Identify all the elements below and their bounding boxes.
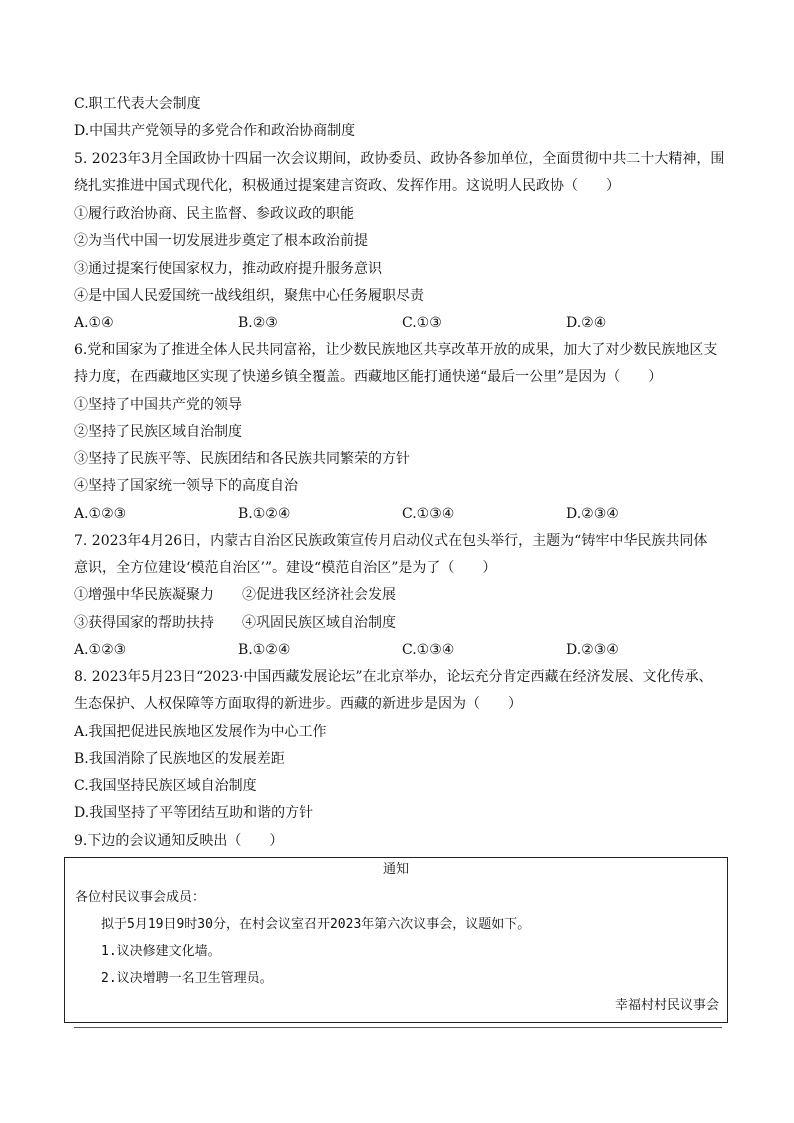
q7-statements-1-2: ①增强中华民族凝聚力 ②促进我区经济社会发展 — [74, 587, 396, 603]
q6-statement-4: ④坚持了国家统一领导下的高度自治 — [74, 478, 298, 494]
q5-statement-1: ①履行政治协商、民主监督、参政议政的职能 — [74, 206, 354, 222]
q6-option-c[interactable]: C.①③④ — [402, 506, 455, 522]
q7-option-d[interactable]: D.②③④ — [566, 642, 619, 658]
notice-item-2: 2.议决增聘一名卫生管理员。 — [101, 971, 273, 986]
question-6-stem-cont: 持力度，在西藏地区实现了快递乡镇全覆盖。西藏地区能打通快递“最后一公里”是因为（ ） — [74, 369, 663, 385]
meeting-notice-box — [64, 857, 728, 1023]
q7-options — [74, 640, 734, 660]
q6-option-a[interactable]: A.①②③ — [74, 506, 127, 522]
q8-option-a[interactable]: A.我国把促进民族地区发展作为中心工作 — [74, 724, 327, 740]
q5-option-a[interactable]: A.①④ — [74, 315, 114, 331]
q7-option-a[interactable]: A.①②③ — [74, 642, 127, 658]
option-c-line: C.职工代表大会制度 — [74, 96, 201, 112]
q8-option-c[interactable]: C.我国坚持民族区域自治制度 — [74, 778, 257, 794]
q5-option-d[interactable]: D.②④ — [566, 315, 607, 331]
notice-item-1: 1.议决修建文化墙。 — [101, 944, 221, 959]
q7-option-c[interactable]: C.①③④ — [402, 642, 455, 658]
q5-option-b[interactable]: B.②③ — [238, 315, 278, 331]
q6-option-d[interactable]: D.②③④ — [566, 506, 619, 522]
question-5-stem-cont: 绕扎实推进中国式现代化，积极通过提案建言资政、发挥作用。这说明人民政协（ ） — [74, 178, 620, 194]
question-8-stem-cont: 生态保护、人权保障等方面取得的新进步。西藏的新进步是因为（ ） — [74, 696, 522, 712]
q5-option-c[interactable]: C.①③ — [402, 315, 442, 331]
notice-title: 通知 — [382, 862, 409, 877]
question-6-stem: 6.党和国家为了推进全体人民共同富裕，让少数民族地区共享改革开放的成果，加大了对少数民族地区支 — [74, 342, 718, 358]
notice-signature: 幸福村村民议事会 — [614, 998, 719, 1013]
q6-statement-1: ①坚持了中国共产党的领导 — [74, 397, 242, 413]
q5-options — [74, 313, 734, 333]
q8-option-b[interactable]: B.我国消除了民族地区的发展差距 — [74, 751, 285, 767]
q5-statement-4: ④是中国人民爱国统一战线组织，聚焦中心任务履职尽责 — [74, 288, 424, 304]
question-8-stem: 8. 2023年5月23日“2023·中国西藏发展论坛”在北京举办，论坛充分肯定西藏在经济发展、文化传承、 — [74, 669, 713, 685]
question-9-stem: 9.下边的会议通知反映出（ ） — [74, 833, 284, 849]
q5-statement-2: ②为当代中国一切发展进步奠定了根本政治前提 — [74, 233, 368, 249]
q7-option-b[interactable]: B.①②④ — [238, 642, 291, 658]
notice-body: 拟于5月19日9时30分，在村会议室召开2023年第六次议事会，议题如下。 — [101, 917, 531, 932]
notice-greeting: 各位村民议事会成员： — [75, 890, 206, 905]
page-footer-divider — [74, 1027, 722, 1028]
q6-option-b[interactable]: B.①②④ — [238, 506, 291, 522]
q8-option-d[interactable]: D.我国坚持了平等团结互助和谐的方针 — [74, 805, 314, 821]
option-d-line: D.中国共产党领导的多党合作和政治协商制度 — [74, 123, 356, 139]
q7-statements-3-4: ③获得国家的帮助扶持 ④巩固民族区域自治制度 — [74, 615, 396, 631]
q6-options — [74, 504, 734, 524]
q5-statement-3: ③通过提案行使国家权力，推动政府提升服务意识 — [74, 261, 382, 277]
question-7-stem: 7. 2023年4月26日，内蒙古自治区民族政策宣传月启动仪式在包头举行，主题为“铸牢中华民族共同体 — [74, 533, 708, 549]
question-5-stem: 5. 2023年3月全国政协十四届一次会议期间，政协委员、政协各参加单位，全面贯彻中共二十大精神，围 — [74, 151, 725, 167]
q6-statement-2: ②坚持了民族区域自治制度 — [74, 424, 242, 440]
question-7-stem-cont: 意识，全方位建设‘模范自治区’”。建设“模范自治区”是为了（ ） — [74, 560, 497, 576]
q6-statement-3: ③坚持了民族平等、民族团结和各民族共同繁荣的方针 — [74, 451, 410, 467]
